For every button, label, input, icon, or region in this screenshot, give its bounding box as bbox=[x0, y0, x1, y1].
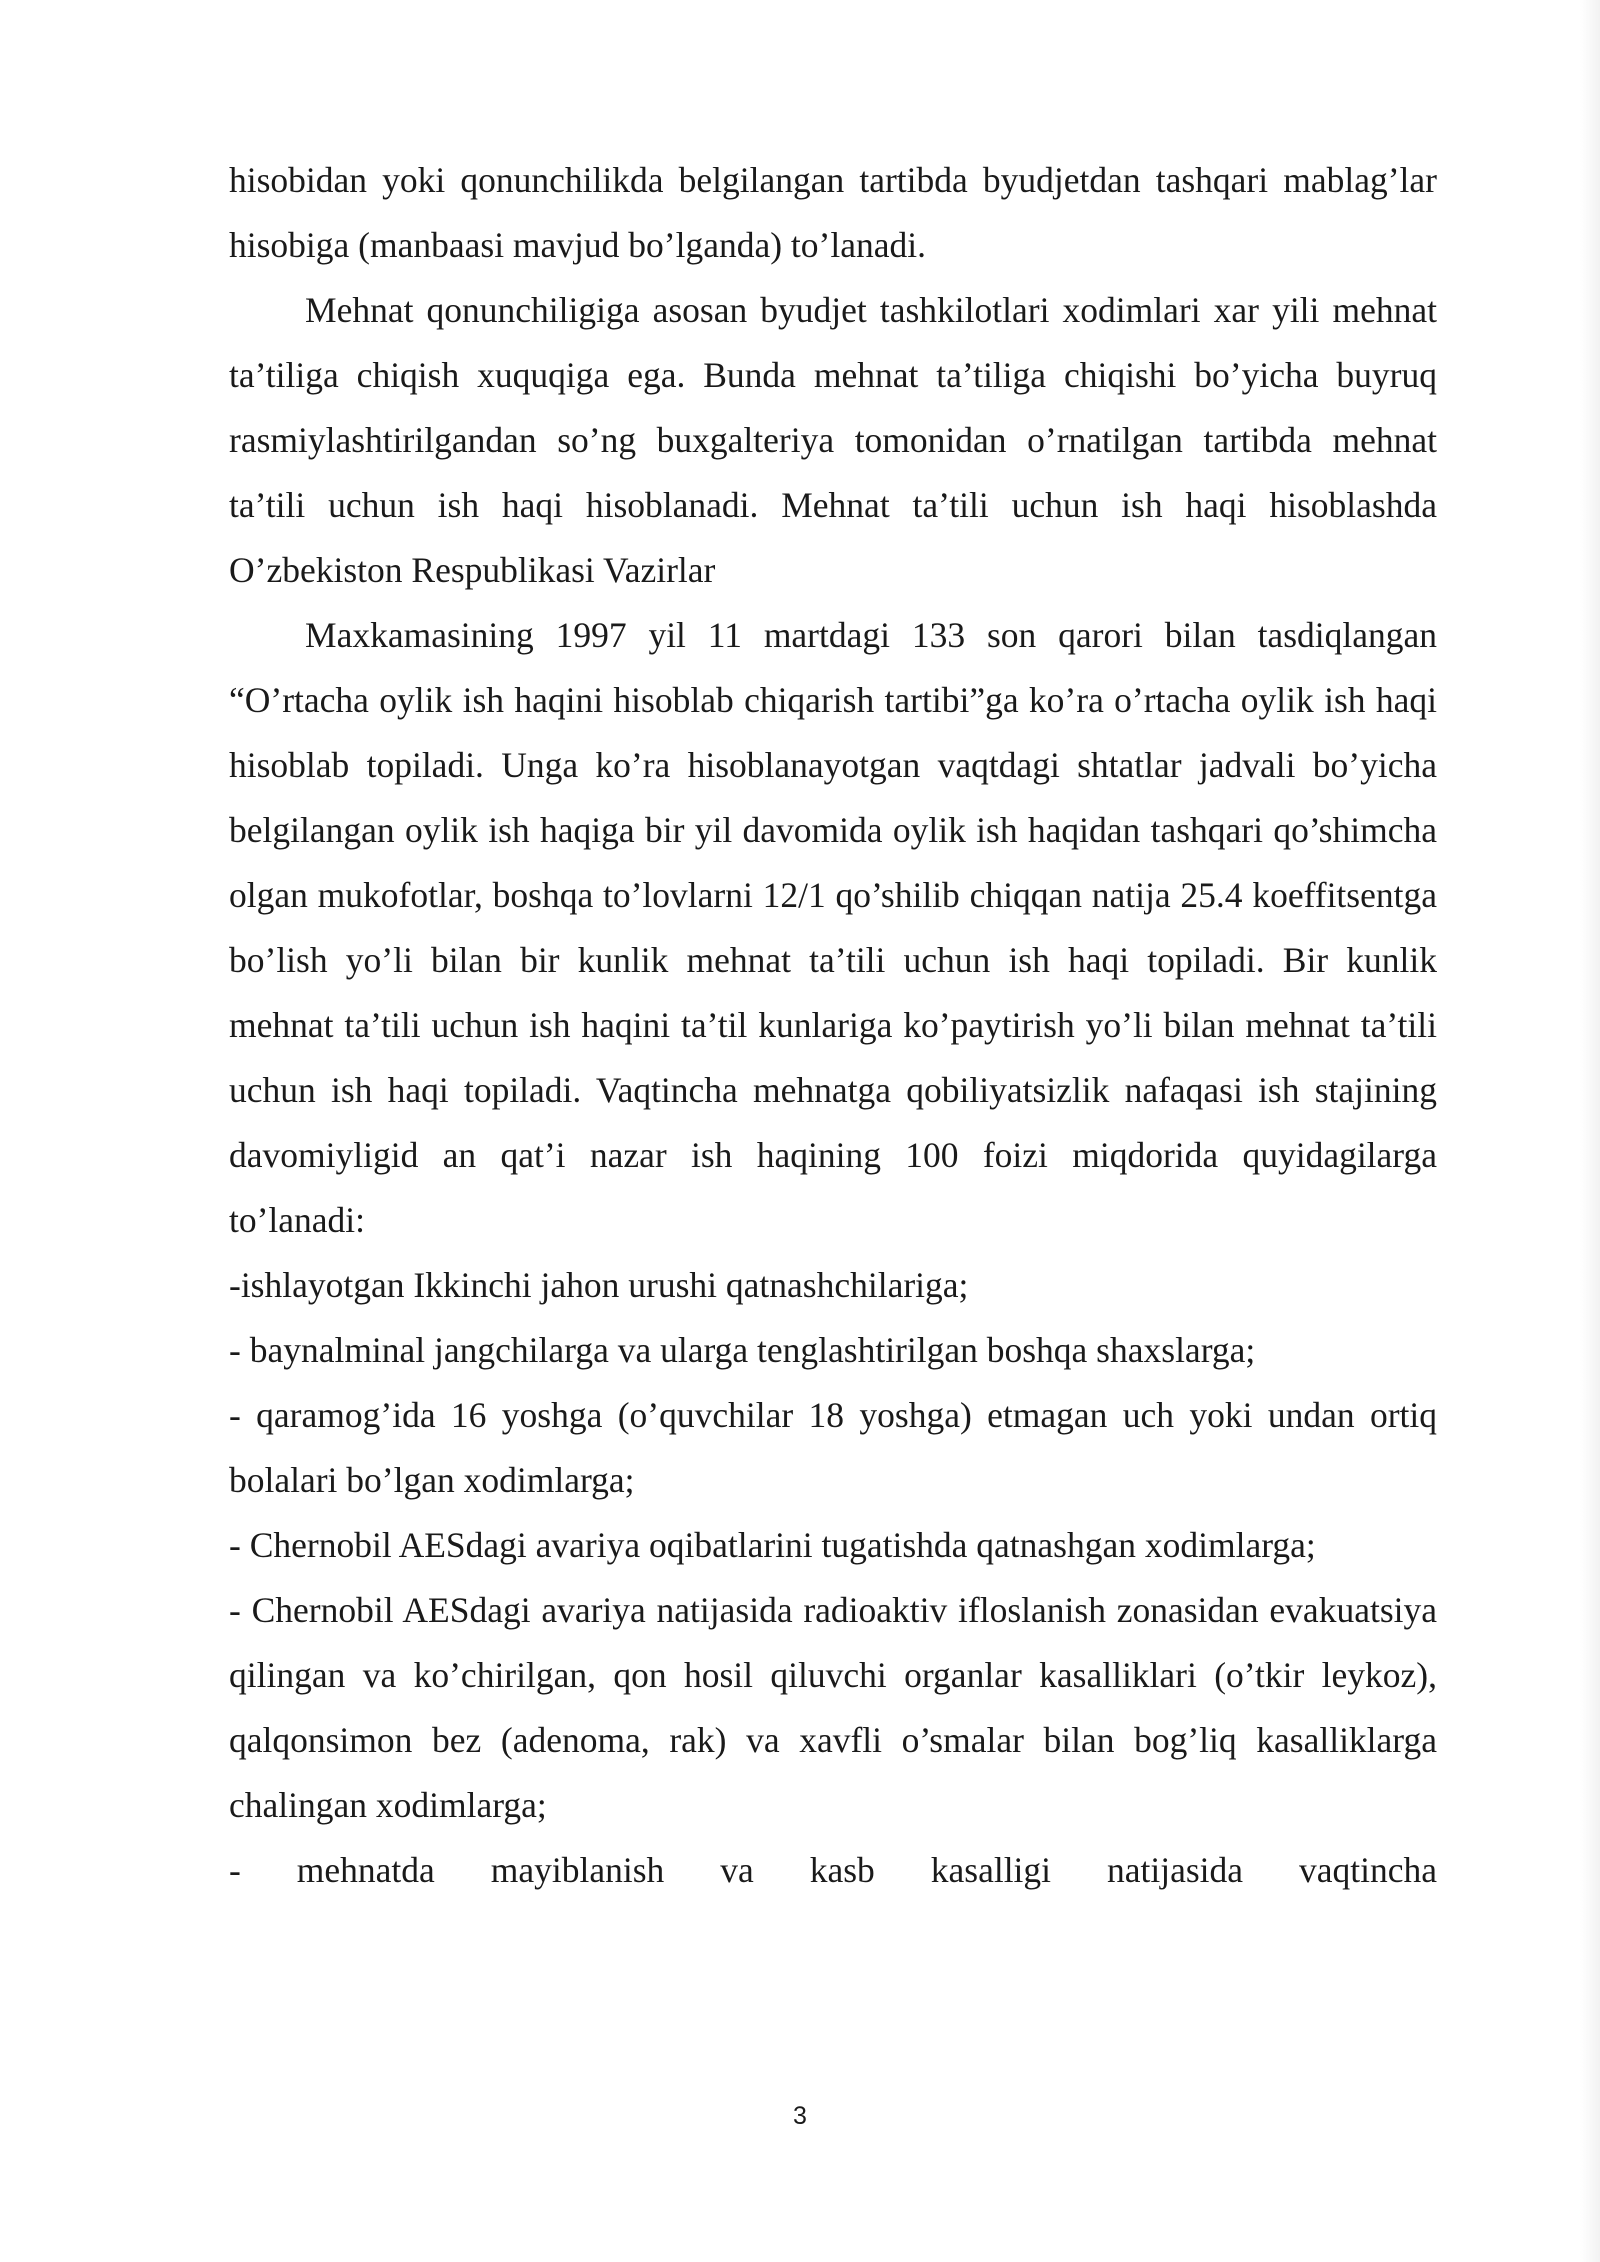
list-item-1: -ishlayotgan Ikkinchi jahon urushi qatnashchilariga; bbox=[229, 1265, 969, 1305]
page-number: 3 bbox=[793, 2102, 807, 2130]
list-item-6: - mehnatda mayiblanish va kasb kasalligi natijasida vaqtincha bbox=[229, 1850, 1437, 1890]
paragraph-3: Maxkamasining 1997 yil 11 martdagi 133 son qarori bilan tasdiqlangan “O’rtacha oylik ish haqini hisoblab chiqarish tartibi”ga ko’ra o’rtacha oylik ish haqi hisoblab topiladi. Unga ko’ra hisoblanayotgan vaqtdagi shtatlar jadvali bo’yicha belgilangan oylik ish haqiga bir yil davomida oylik ish haqidan tashqari qo’shimcha olgan mukofotlar, boshqa to’lovlarni 12/1 qo’shilib chiqqan natija 25.4 koeffitsentga bo’lish yo’li bilan bir kunlik mehnat ta’tili uchun ish haqi topiladi. Bir kunlik mehnat ta’tili uchun ish haqini ta’til kunlariga ko’paytirish yo’li bilan mehnat ta’tili uchun ish haqi topiladi. Vaqtincha mehnatga qobiliyatsizlik nafaqasi ish stajining davomiyligid an qat’i nazar ish haqining 100 foizi miqdorida quyidagilarga to’lanadi: bbox=[229, 615, 1437, 1240]
list-item-2: - baynalminal jangchilarga va ularga tenglashtirilgan boshqa shaxslarga; bbox=[229, 1330, 1256, 1370]
list-item-3: - qaramog’ida 16 yoshga (o’quvchilar 18 yoshga) etmagan uch yoki undan ortiq bolalari bo’lgan xodimlarga; bbox=[229, 1395, 1437, 1500]
document-body bbox=[229, 148, 1437, 1903]
list-item-5: - Chernobil AESdagi avariya natijasida radioaktiv ifloslanish zonasidan evakuatsiya qilingan va ko’chirilgan, qon hosil qiluvchi organlar kasalliklari (o’tkir leykoz), qalqonsimon bez (adenoma, rak) va xavfli o’smalar bilan bog’liq kasalliklarga chalingan xodimlarga; bbox=[229, 1590, 1437, 1825]
list-item-4: - Chernobil AESdagi avariya oqibatlarini tugatishda qatnashgan xodimlarga; bbox=[229, 1525, 1316, 1565]
paragraph-2: Mehnat qonunchiligiga asosan byudjet tashkilotlari xodimlari xar yili mehnat ta’tiliga chiqish xuquqiga ega. Bunda mehnat ta’tiliga chiqishi bo’yicha buyruq rasmiylashtirilgandan so’ng buxgalteriya tomonidan o’rnatilgan tartibda mehnat ta’tili uchun ish haqi hisoblanadi. Mehnat ta’tili uchun ish haqi hisoblashda O’zbekiston Respublikasi Vazirlar bbox=[229, 290, 1437, 590]
page-edge-shadow bbox=[1580, 0, 1600, 2262]
paragraph-1: hisobidan yoki qonunchilikda belgilangan tartibda byudjetdan tashqari mablag’lar hisobiga (manbaasi mavjud bo’lganda) to’lanadi. bbox=[229, 160, 1437, 265]
